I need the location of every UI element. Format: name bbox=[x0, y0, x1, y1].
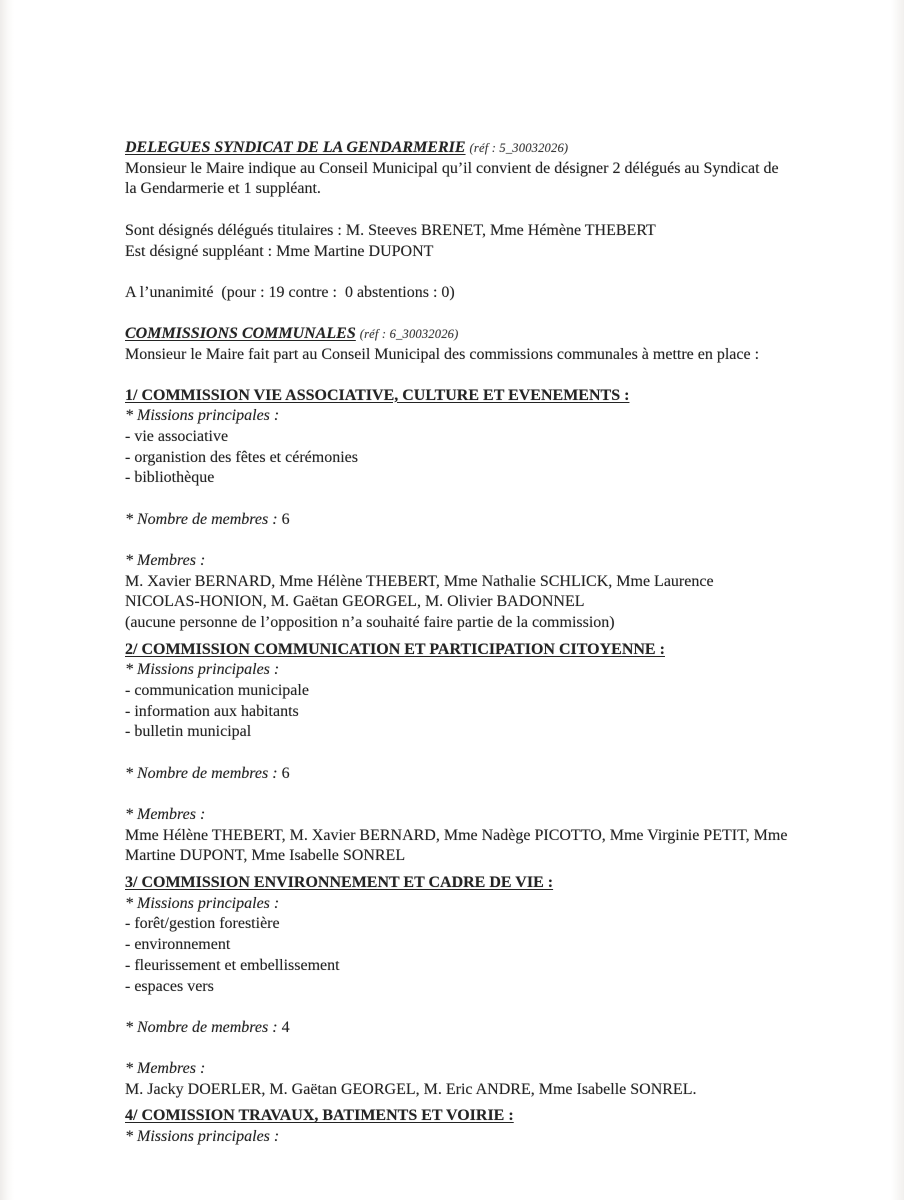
commission-heading: 4/ COMISSION TRAVAUX, BATIMENTS ET VOIRIE : bbox=[125, 1107, 514, 1125]
vote-result-line: A l’unanimité (pour : 19 contre : 0 abstentions : 0) bbox=[125, 283, 455, 301]
mission-item: - espaces vers bbox=[125, 977, 214, 995]
members-count-value: 6 bbox=[281, 765, 290, 783]
members-count-line bbox=[125, 510, 788, 531]
mission-item: - information aux habitants bbox=[125, 702, 299, 720]
members-label: * Membres : bbox=[125, 551, 206, 569]
intro-paragraph: Monsieur le Maire indique au Conseil Municipal qu’il convient de désigner 2 délégués au Syndicat de la Gendarmerie et 1 suppléant. bbox=[125, 159, 779, 198]
commission-heading: 3/ COMMISSION ENVIRONNEMENT ET CADRE DE VIE : bbox=[125, 873, 554, 891]
members-names: M. Jacky DOERLER, M. Gaëtan GEORGEL, M. Eric ANDRE, Mme Isabelle SONREL. bbox=[125, 1080, 697, 1098]
intro-paragraph: Monsieur le Maire fait part au Conseil Municipal des commissions communales à mettre en place : bbox=[125, 345, 760, 363]
page-left-edge-shadow bbox=[0, 0, 14, 1200]
missions-list bbox=[125, 914, 788, 997]
commission-heading: 1/ COMMISSION VIE ASSOCIATIVE, CULTURE ET EVENEMENTS : bbox=[125, 386, 630, 404]
members-count-label: * Nombre de membres : bbox=[125, 1019, 278, 1037]
commission-block bbox=[125, 873, 788, 1100]
section-commissions-communales bbox=[125, 324, 788, 1148]
commission-note: (aucune personne de l’opposition n’a souhaité faire partie de la commission) bbox=[125, 613, 615, 631]
mission-item: - vie associative bbox=[125, 428, 229, 446]
section-title-line bbox=[125, 324, 788, 345]
members-count-value: 6 bbox=[281, 511, 290, 529]
mission-item: - organistion des fêtes et cérémonies bbox=[125, 448, 358, 466]
mission-item: - bulletin municipal bbox=[125, 723, 252, 741]
members-names: Mme Hélène THEBERT, M. Xavier BERNARD, Mme Nadège PICOTTO, Mme Virginie PETIT, Mme Martine DUPONT, Mme Isabelle SONREL bbox=[125, 826, 788, 865]
missions-list bbox=[125, 681, 788, 743]
mission-item: - forêt/gestion forestière bbox=[125, 915, 280, 933]
missions-label: * Missions principales : bbox=[125, 1128, 280, 1146]
section-title: DELEGUES SYNDICAT DE LA GENDARMERIE bbox=[125, 139, 466, 156]
commission-block bbox=[125, 1106, 788, 1147]
section-ref: (réf : 5_30032026) bbox=[469, 141, 569, 155]
members-count-line bbox=[125, 1018, 788, 1039]
mission-item: - fleurissement et embellissement bbox=[125, 956, 340, 974]
section-title: COMMISSIONS COMMUNALES bbox=[125, 325, 356, 343]
page-right-edge-shadow bbox=[891, 0, 904, 1200]
commissions-list bbox=[125, 386, 788, 1148]
commission-block bbox=[125, 386, 788, 634]
members-label: * Membres : bbox=[125, 1059, 206, 1077]
members-count-label: * Nombre de membres : bbox=[125, 511, 278, 529]
section-delegues-gendarmerie bbox=[125, 138, 788, 303]
mission-item: - communication municipale bbox=[125, 682, 309, 700]
missions-label: * Missions principales : bbox=[125, 661, 280, 679]
missions-label: * Missions principales : bbox=[125, 894, 280, 912]
members-label: * Membres : bbox=[125, 805, 206, 823]
section-ref: (réf : 6_30032026) bbox=[359, 327, 459, 342]
delegates-titulaires-line: Sont désignés délégués titulaires : M. Steeves BRENET, Mme Hémène THEBERT bbox=[125, 222, 656, 240]
missions-label: * Missions principales : bbox=[125, 407, 280, 425]
delegate-suppleant-line: Est désigné suppléant : Mme Martine DUPONT bbox=[125, 242, 434, 260]
members-count-line bbox=[125, 764, 788, 785]
mission-item: - environnement bbox=[125, 936, 231, 954]
document-content bbox=[125, 138, 788, 1148]
members-count-value: 4 bbox=[281, 1019, 290, 1037]
members-names: M. Xavier BERNARD, Mme Hélène THEBERT, Mme Nathalie SCHLICK, Mme Laurence NICOLAS-HONION, M. Gaëtan GEORGEL, M. Olivier BADONNEL bbox=[125, 572, 714, 611]
commission-heading: 2/ COMMISSION COMMUNICATION ET PARTICIPATION CITOYENNE : bbox=[125, 640, 665, 658]
missions-list bbox=[125, 427, 788, 489]
mission-item: - bibliothèque bbox=[125, 469, 215, 487]
commission-block bbox=[125, 640, 788, 867]
section-title-line bbox=[125, 138, 788, 159]
members-count-label: * Nombre de membres : bbox=[125, 765, 278, 783]
